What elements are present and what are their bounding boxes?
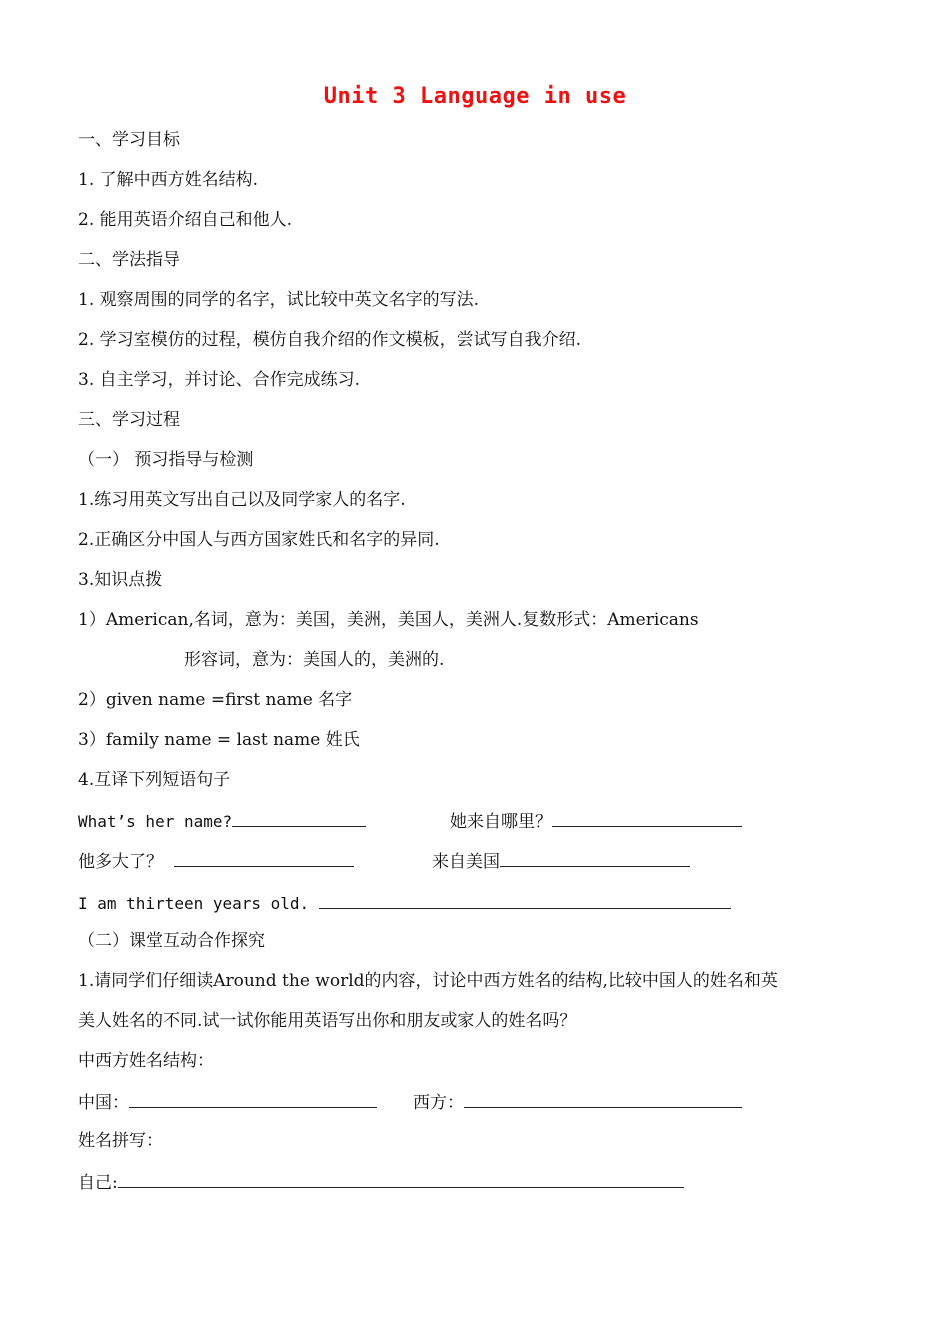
translate-q4-text: 来自美国 <box>432 852 500 872</box>
answer-blank[interactable] <box>319 890 731 909</box>
answer-blank[interactable] <box>118 1169 684 1188</box>
section-1-heading: 一、学习目标 <box>78 130 180 150</box>
translate-q3 <box>78 848 354 874</box>
china-label: 中国： <box>78 1093 129 1113</box>
answer-blank[interactable] <box>500 848 690 867</box>
self-name-row <box>78 1169 684 1195</box>
preview-item: 1.练习用英文写出自己以及同学家人的名字. <box>78 490 406 510</box>
translate-q1-text: What’s her name? <box>78 812 233 831</box>
translate-q3-text: 他多大了？ <box>78 852 163 872</box>
note-american: 1）American,名词，意为：美国，美洲，美国人，美洲人.复数形式：Americans <box>78 610 699 630</box>
page-title: Unit 3 Language in use <box>323 84 627 109</box>
goal-item: 2. 能用英语介绍自己和他人. <box>78 210 293 230</box>
part-1-heading: （一） 预习指导与检测 <box>78 450 254 470</box>
translate-heading: 4.互译下列短语句子 <box>78 770 231 790</box>
structure-label: 中西方姓名结构： <box>78 1051 214 1071</box>
answer-blank[interactable] <box>464 1089 742 1108</box>
west-structure <box>413 1089 742 1115</box>
preview-item: 2.正确区分中国人与西方国家姓氏和名字的异同. <box>78 530 440 550</box>
goal-item: 1. 了解中西方姓名结构. <box>78 170 259 190</box>
note-family-name: 3）family name = last name 姓氏 <box>78 730 360 750</box>
preview-item: 3.知识点拨 <box>78 570 163 590</box>
translate-q5 <box>78 890 731 916</box>
task-1-line-2: 美人姓名的不同.试一试你能用英语写出你和朋友或家人的姓名吗？ <box>78 1011 577 1031</box>
section-3-heading: 三、学习过程 <box>78 410 180 430</box>
west-label: 西方： <box>413 1093 464 1113</box>
translate-q5-text: I am thirteen years old. <box>78 894 310 913</box>
note-american-adj: 形容词，意为：美国人的，美洲的. <box>184 650 445 670</box>
translate-q1 <box>78 808 366 834</box>
translate-q4 <box>432 848 690 874</box>
answer-blank[interactable] <box>552 808 742 827</box>
answer-blank[interactable] <box>232 808 366 827</box>
translate-q2-text: 她来自哪里？ <box>450 812 552 832</box>
answer-blank[interactable] <box>129 1089 377 1108</box>
translate-q2 <box>450 808 742 834</box>
method-item: 3. 自主学习，并讨论、合作完成练习. <box>78 370 361 390</box>
self-label: 自己: <box>78 1173 118 1193</box>
part-2-heading: （二）课堂互动合作探究 <box>78 931 265 951</box>
method-item: 2. 学习室模仿的过程，模仿自我介绍的作文模板，尝试写自我介绍. <box>78 330 582 350</box>
section-2-heading: 二、学法指导 <box>78 250 180 270</box>
answer-blank[interactable] <box>174 848 354 867</box>
spelling-label: 姓名拼写： <box>78 1131 163 1151</box>
note-given-name: 2）given name =first name 名字 <box>78 690 353 710</box>
method-item: 1. 观察周围的同学的名字，试比较中英文名字的写法. <box>78 290 480 310</box>
task-1-line-1: 1.请同学们仔细读Around the world的内容，讨论中西方姓名的结构,比较中国人的姓名和英 <box>78 971 778 991</box>
china-structure <box>78 1089 377 1115</box>
